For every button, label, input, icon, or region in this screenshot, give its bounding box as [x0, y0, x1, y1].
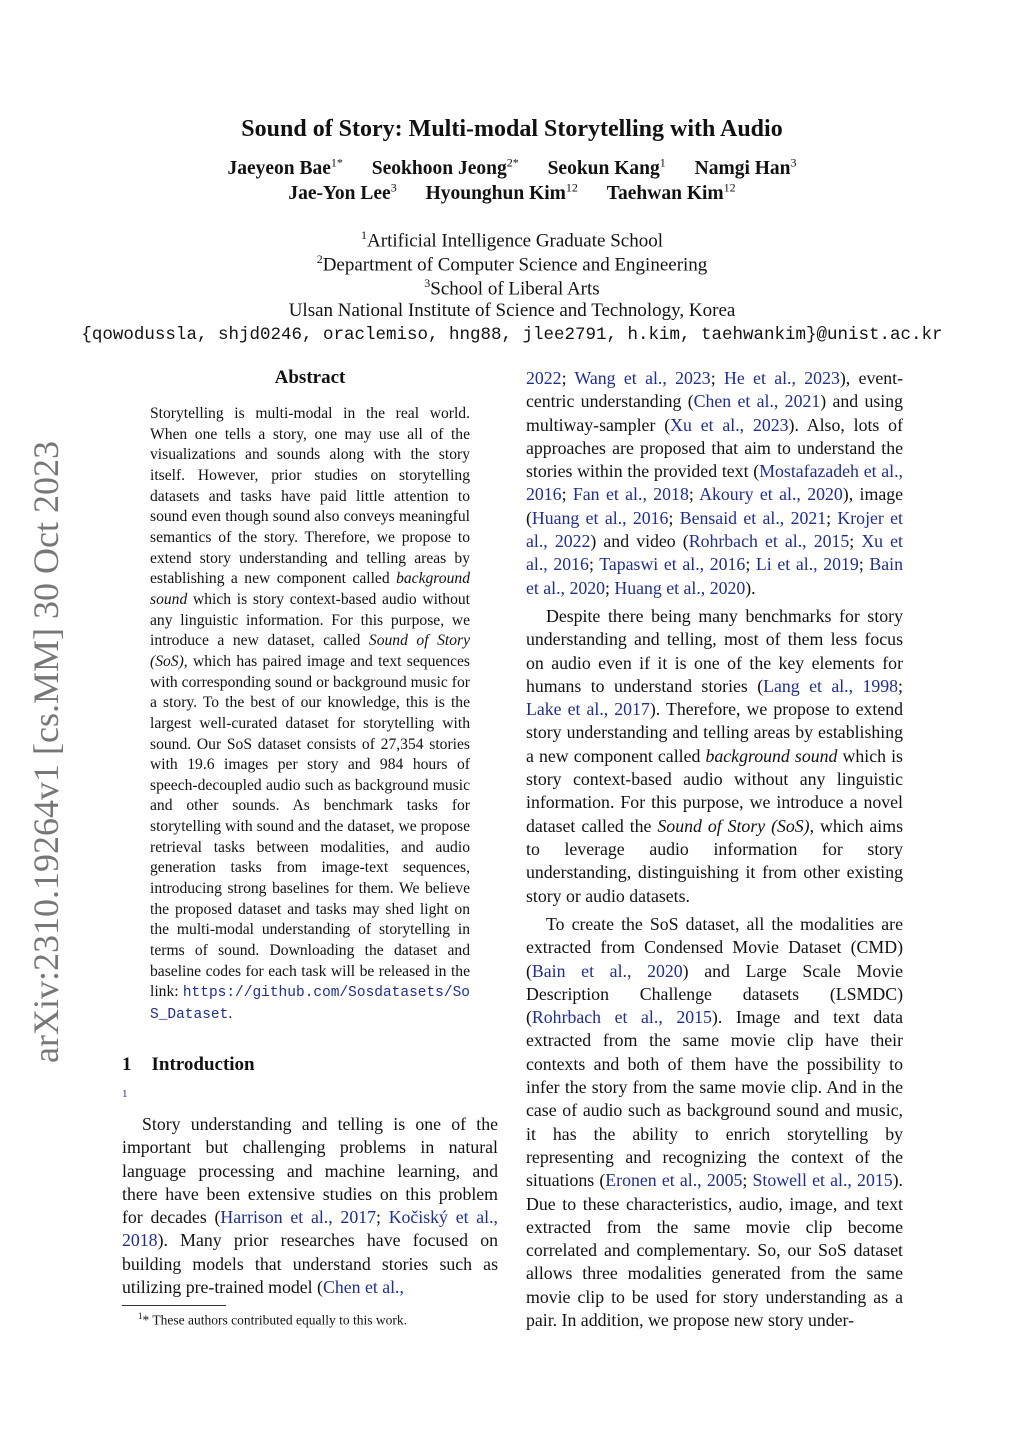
citation[interactable]: Eronen et al., 2005 — [605, 1170, 743, 1191]
citation[interactable]: Huang et al., 2016 — [531, 507, 669, 528]
citation[interactable]: Lake et al., 2017 — [526, 699, 650, 720]
affiliation: $^2$Department of Computer Science and Engineering — [316, 252, 708, 276]
intro-paragraph: Story understanding and telling is one of the important but challenging problems in natural language processing and machine learning, and there have been extensive studies on this problem for decades (Harrison et al., 2017; Kočiský et al., 2018). Many prior researches have focused on building models that understand stories such as utilizing pre-trained model (Chen et al., — [122, 1114, 498, 1298]
author: Seokun Kang$^1$ — [547, 155, 666, 179]
text-run: ; — [745, 554, 756, 575]
citation[interactable]: Huang et al., 2020 — [614, 577, 746, 598]
citation[interactable]: Bain et al., 2020 — [531, 960, 683, 981]
text-run: ; — [858, 554, 870, 575]
citation[interactable]: 2022 — [526, 368, 562, 388]
text-run: ; — [826, 507, 838, 528]
emphasis-text: Sound of Story (SoS) — [657, 815, 810, 836]
citation[interactable]: Mostafazadeh et al., 2016 — [526, 461, 904, 505]
text-run: Despite there being many benchmarks for story understanding and telling, most of them less focus on audio even if it is one of the key elements for humans to understand stories ( — [526, 606, 903, 696]
text-run: ; — [668, 507, 680, 528]
section-heading-introduction: 1 Introduction — [122, 1054, 255, 1075]
citation[interactable]: Stowell et al., 2015 — [752, 1170, 893, 1191]
right-paragraph — [526, 367, 903, 600]
text-run: ; — [561, 368, 575, 388]
text-run: ; — [742, 1170, 753, 1191]
abstract-heading: Abstract — [274, 367, 346, 388]
text-run: ; — [849, 531, 862, 552]
citation[interactable]: Lang et al., 1998 — [763, 675, 899, 696]
citation[interactable]: Li et al., 2019 — [755, 554, 859, 575]
text-run: ), event-centric understanding ( — [526, 368, 903, 412]
authors-row-1 — [0, 155, 1024, 180]
author: Jaeyeon Bae$^{1*}$ — [227, 155, 343, 179]
citation[interactable]: Rohrbach et al., 2015 — [688, 531, 850, 552]
citation[interactable]: He et al., 2023 — [723, 368, 840, 388]
citation[interactable]: Tapaswi et al., 2016 — [599, 554, 746, 575]
text-run: To create the SoS dataset, all the modalities are extracted from Condensed Movie Dataset (CMD) ( — [526, 914, 903, 981]
text-run: ) and Large Scale Movie Description Challenge datasets (LSMDC) ( — [526, 960, 903, 1028]
text-run: ). Due to these characteristics, audio, image, and text extracted from the same movie clip become correlated and complementary. So, our SoS dataset allows three modalities generated from the same movie clip to be used for story understanding as a pair. In addition, we propose new story under- — [526, 1170, 903, 1331]
citation[interactable]: Xu et al., 2016 — [526, 531, 903, 575]
author: Taehwan Kim$^{12}$ — [606, 180, 736, 204]
citation[interactable]: Harrison et al., 2017 — [220, 1207, 376, 1228]
text-run: ; — [688, 484, 700, 505]
arxiv-identifier: arXiv:2310.19264v1 [cs.MM] 30 Oct 2023 — [26, 441, 66, 1063]
text-run: ) and video ( — [590, 531, 689, 552]
text-run: ). Image and text data extracted from the same movie clip have their contexts and both of them have the possibility to infer the story from the same movie clip. And in the case of audio such as background sound and music, it has the ability to enrich storytelling by representing and recognizing the context of the situations ( — [526, 1007, 903, 1191]
citation[interactable]: Wang et al., 2023 — [574, 368, 711, 388]
author: Seokhoon Jeong$^{2*}$ — [371, 155, 519, 179]
text-run: which is story context-based audio without any linguistic information. For this purpose, we introduce a novel dataset called the — [526, 745, 903, 836]
text-run: ; — [898, 675, 903, 696]
right-paragraph — [526, 913, 903, 1332]
dataset-link[interactable]: https://github.com/Sosdatasets/SoS_Dataset — [150, 985, 470, 1024]
citation[interactable]: Rohrbach et al., 2015 — [531, 1007, 712, 1028]
affiliation: $^1$Artificial Intelligence Graduate School — [361, 228, 663, 252]
paper-title: Sound of Story: Multi-modal Storytelling with Audio — [241, 116, 783, 142]
citation[interactable]: Chen et al., 2021 — [693, 391, 821, 412]
citation[interactable]: Chen et al., — [322, 1277, 404, 1298]
text-run: ). Therefore, we propose to extend story understanding and telling areas by establishing a new component called — [526, 699, 903, 766]
affiliation: Ulsan National Institute of Science and Technology, Korea — [288, 300, 736, 321]
text-run: ; — [605, 577, 615, 598]
text-run: ). Also, lots of approaches are proposed that aim to understand the stories within the provided text ( — [526, 414, 903, 482]
citation[interactable]: Krojer et al., 2022 — [526, 507, 903, 552]
text-run: ). — [745, 577, 756, 598]
text-run: ; — [588, 554, 600, 575]
emphasis-text: background sound — [705, 745, 838, 766]
citation[interactable]: Xu et al., 2023 — [670, 414, 789, 435]
author: Namgi Han$^3$ — [694, 155, 797, 179]
citation[interactable]: Bain et al., 2020 — [526, 554, 904, 598]
authors-row-2 — [0, 180, 1024, 205]
citation[interactable]: Kočiský et al., 2018 — [122, 1207, 498, 1251]
footnote-marker[interactable]: 1 — [122, 1088, 128, 1100]
author-emails: {qowodussla, shjd0246, oraclemiso, hng88, jlee2791, h.kim, taehwankim}@unist.ac.kr — [81, 325, 943, 345]
author: Jae-Yon Lee$^3$ — [288, 180, 397, 204]
right-paragraph — [526, 605, 903, 908]
text-run: ; — [561, 484, 573, 505]
footnote: $^1$* These authors contributed equally to this work. — [138, 1311, 407, 1328]
citation[interactable]: Fan et al., 2018 — [572, 484, 689, 505]
footnote-rule — [122, 1305, 226, 1306]
affiliation: $^3$School of Liberal Arts — [424, 276, 600, 300]
abstract-body: Storytelling is multi-modal in the real world. When one tells a story, one may use all of the visualizations and sounds along with the story itself. However, prior studies on storytelling datasets and tasks have paid little attention to sound even though sound also conveys meaningful semantics of the story. Therefore, we propose to extend story understanding and telling areas by establishing a new component called background sound which is story context-based audio without any linguistic information. For this purpose, we introduce a new dataset, called Sound of Story (SoS), which has paired image and text sequences with corresponding sound or background music for a story. To the best of our knowledge, this is the largest well-curated dataset for storytelling with sound. Our SoS dataset consists of 27,354 stories with 19.6 images per story and 984 hours of speech-decoupled audio such as background music and other sounds. As benchmark tasks for storytelling with sound and the dataset, we propose retrieval tasks between modalities, and audio generation tasks from image-text sequences, introducing strong baselines for them. We believe the proposed dataset and tasks may shed light on the multi-modal understanding of storytelling in terms of sound. Downloading the dataset and baseline codes for each task will be released in the link: https://github.com/Sosdatasets/SoS_Dataset. — [150, 405, 470, 1024]
citation[interactable]: Akoury et al., 2020 — [699, 484, 843, 505]
text-run: ), image ( — [526, 484, 903, 528]
citation[interactable]: Bensaid et al., 2021 — [679, 507, 827, 528]
text-run: ) and using multiway-sampler ( — [526, 391, 903, 435]
text-run: , which aims to leverage audio information for story understanding, distinguishing it from other existing story or audio datasets. — [526, 815, 904, 906]
text-run: ; — [710, 368, 724, 388]
author: Hyounghun Kim$^{12}$ — [425, 180, 578, 204]
